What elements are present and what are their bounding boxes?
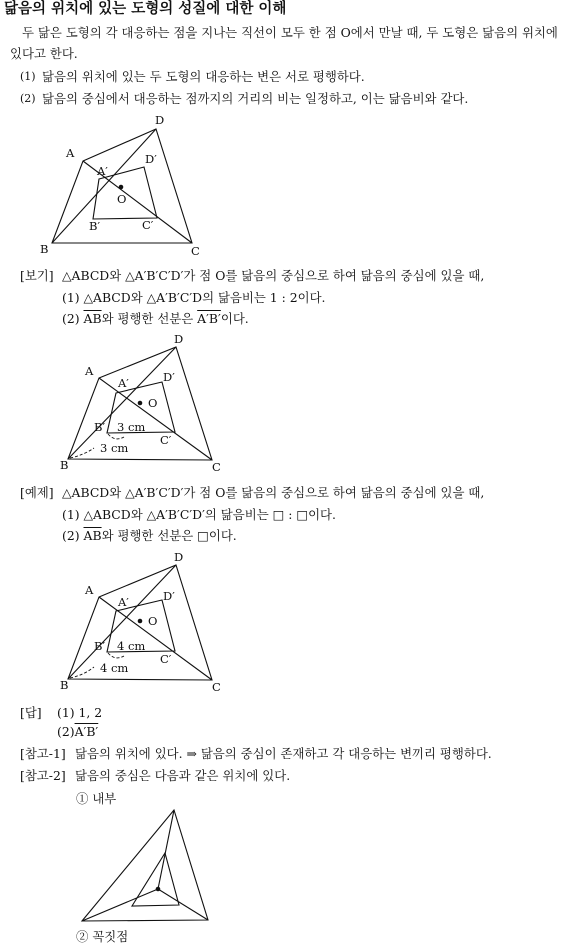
note-1: 닮음의 위치에 있다. ⇒ 닮음의 중심이 존재하고 각 대응하는 변끼리 평행하다. (75, 746, 492, 761)
property-1: 닮음의 위치에 있는 두 도형의 대응하는 변은 서로 평행하다. (42, 69, 365, 84)
fig2-label-D: D (174, 332, 184, 346)
example-tag: [보기] (20, 268, 54, 283)
answer-1: (1) 1, 2 (57, 705, 103, 720)
fig1-label-C: C (191, 244, 200, 258)
segment-A-prime-B-prime: A′B′ (74, 724, 99, 739)
fig2-label-A-prime: A′ (118, 376, 129, 390)
answer-tag: [답] (20, 705, 42, 720)
fig1-label-O: O (117, 192, 127, 206)
fig3-label-D: D (174, 550, 184, 564)
fig2-label-C-prime: C′ (160, 433, 172, 447)
fig3-label-B-prime: B′ (94, 639, 106, 653)
segment-AB: $\overline{AB}$ (83, 528, 102, 543)
property-2: 닮음의 중심에서 대응하는 점까지의 거리의 비는 일정하고, 이는 닮음비와 같다. (42, 91, 469, 106)
fig1-label-B: B (40, 242, 49, 256)
answer-2: (2)A′B′ (57, 724, 99, 739)
segment-AB: $\overline{AB}$ (83, 311, 102, 326)
fig1-label-B-prime: B′ (89, 219, 101, 233)
note-2-tag: [참고-2] (20, 768, 66, 783)
case-1-label: ① 내부 (76, 791, 117, 806)
example-question-1: (1) △ABCD와 △A′B′C′D의 닮음비는 1 : 2이다. (62, 290, 326, 305)
fig2-label-A: A (85, 364, 94, 378)
exercise-question-2: (2) $\overline{AB}$와 평행한 선분은 □이다. (62, 528, 237, 543)
segment-A-prime-B-prime: A′B′ (197, 311, 221, 326)
example-stem: △ABCD와 △A′B′C′D′가 점 O를 닮음의 중심으로 하여 닮음의 중심에 있을 때, (62, 268, 485, 283)
fig3-label-A-prime: A′ (118, 595, 129, 609)
fig2-length-outer: 3 cm (100, 441, 129, 455)
note-2: 닮음의 중심은 다음과 같은 위치에 있다. (75, 768, 291, 783)
fig3-label-B: B (60, 678, 69, 692)
fig3-label-C-prime: C′ (160, 652, 172, 666)
fig1-label-D-prime: D′ (145, 152, 157, 166)
fig1-label-D: D (155, 113, 165, 127)
fig2-label-O: O (148, 396, 158, 410)
property-2-marker: (2) (20, 92, 36, 105)
fig2-label-D-prime: D′ (163, 370, 175, 384)
fig2-label-C: C (212, 460, 221, 474)
fig3-label-A: A (85, 583, 94, 597)
note-1-tag: [참고-1] (20, 746, 66, 761)
fig3-label-O: O (148, 614, 158, 628)
page-title: 닮음의 위치에 있는 도형의 성질에 대한 이해 (4, 1, 287, 17)
fig3-length-inner: 4 cm (117, 639, 146, 653)
intro-line-1: 두 닮은 도형의 각 대응하는 점을 지나는 직선이 모두 한 점 O에서 만날 때, 두 도형은 닮음의 위치에 (22, 25, 558, 40)
fig2-label-B-prime: B′ (94, 420, 106, 434)
fig3-label-C: C (212, 680, 221, 694)
example-question-2: (2) $\overline{AB}$와 평행한 선분은 A′B′이다. (62, 311, 249, 326)
fig2-length-inner: 3 cm (117, 420, 146, 434)
fig1-label-C-prime: C′ (142, 218, 154, 232)
intro-line-2: 있다고 한다. (10, 46, 78, 61)
exercise-tag: [예제] (20, 485, 54, 500)
fig1-label-A-prime: A′ (97, 164, 108, 178)
exercise-stem: △ABCD와 △A′B′C′D′가 점 O를 닮음의 중심으로 하여 닮음의 중심에 있을 때, (62, 485, 485, 500)
fig3-length-outer: 4 cm (100, 661, 129, 675)
property-1-marker: (1) (20, 70, 36, 83)
fig2-label-B: B (60, 458, 69, 472)
fig3-label-D-prime: D′ (163, 589, 175, 603)
exercise-question-1: (1) △ABCD와 △A′B′C′D′의 닮음비는 □ : □이다. (62, 507, 336, 522)
case-2-label: ② 꼭짓점 (76, 929, 129, 944)
fig1-label-A: A (66, 146, 75, 160)
